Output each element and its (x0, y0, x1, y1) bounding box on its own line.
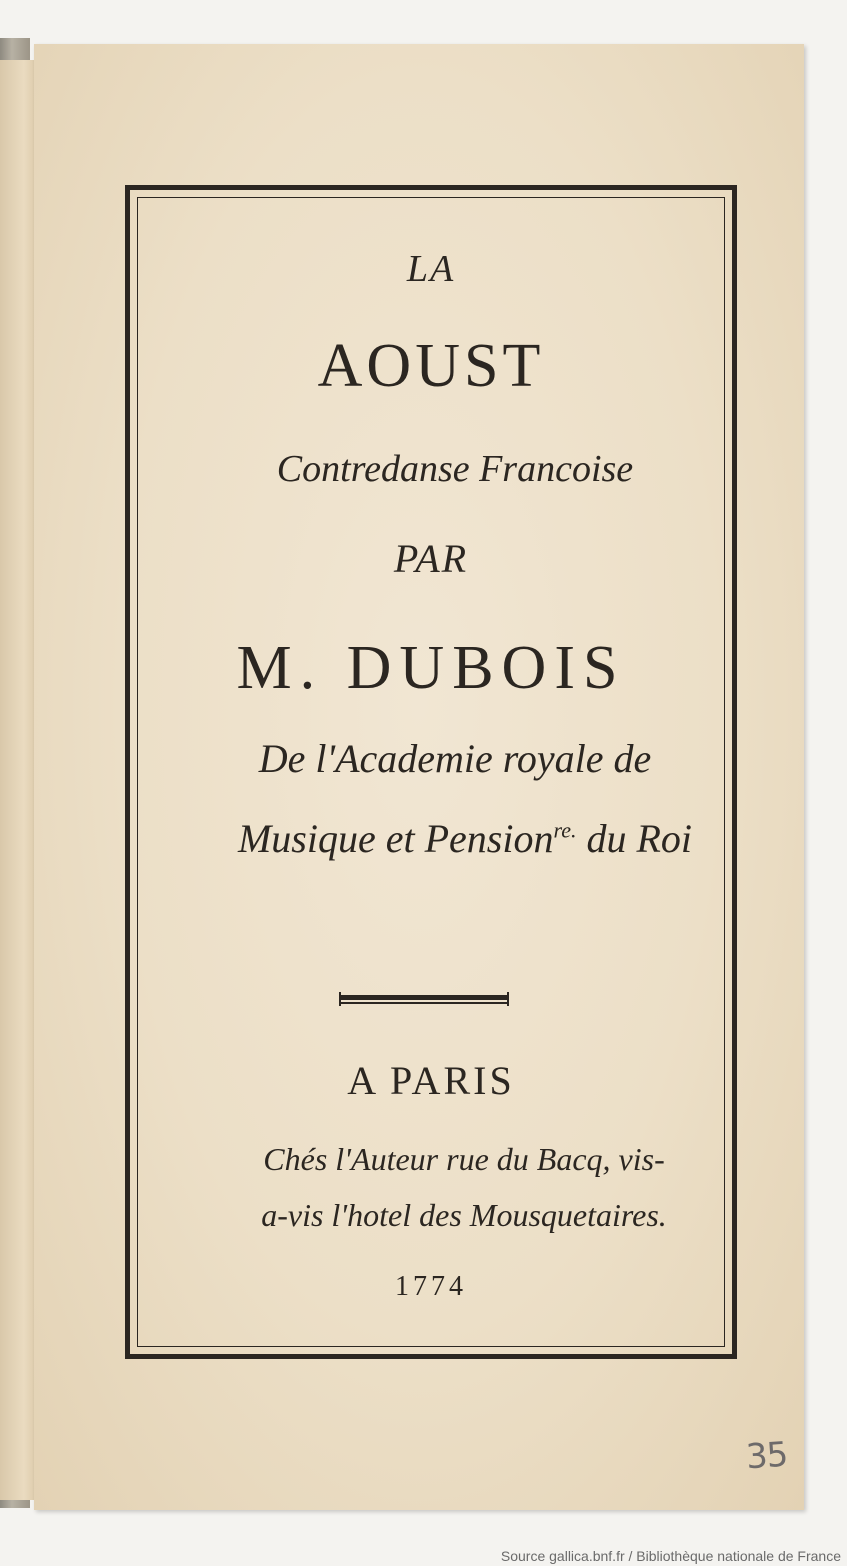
source-caption: Source gallica.bnf.fr / Bibliothèque nationale de France (500, 1548, 841, 1564)
ornamental-frame (125, 185, 737, 1359)
author-name: M. DUBOIS (236, 634, 626, 702)
affiliation-line-2 (150, 815, 780, 862)
divider-rule-cap-right (507, 992, 509, 1006)
subtitle: Contredanse Francoise (276, 448, 634, 490)
imprint-address-line-1: Chés l'Auteur rue du Bacq, vis- (263, 1141, 665, 1177)
title-line-la: LA (406, 248, 456, 290)
divider-rule-thick (339, 995, 509, 1000)
imprint-year: 1774 (395, 1271, 467, 1302)
affiliation-line-2-end: du Roi (576, 816, 693, 861)
title-line-aoust: AOUST (317, 332, 545, 400)
by-line: PAR (393, 536, 469, 581)
affiliation-line-2-main: Musique et Pension (237, 816, 554, 861)
title-page (34, 44, 804, 1510)
imprint-place: A PARIS (347, 1058, 515, 1103)
affiliation-line-1: De l'Academie royale de (258, 736, 652, 781)
divider-rule-thin (339, 1002, 509, 1004)
divider-rule-cap-left (339, 992, 341, 1006)
imprint-address-line-2: a-vis l'hotel des Mousquetaires. (261, 1197, 667, 1233)
folio-number: 35 (744, 1434, 789, 1478)
divider-rule (339, 992, 509, 1006)
affiliation-line-2-superscript: re. (553, 817, 577, 843)
